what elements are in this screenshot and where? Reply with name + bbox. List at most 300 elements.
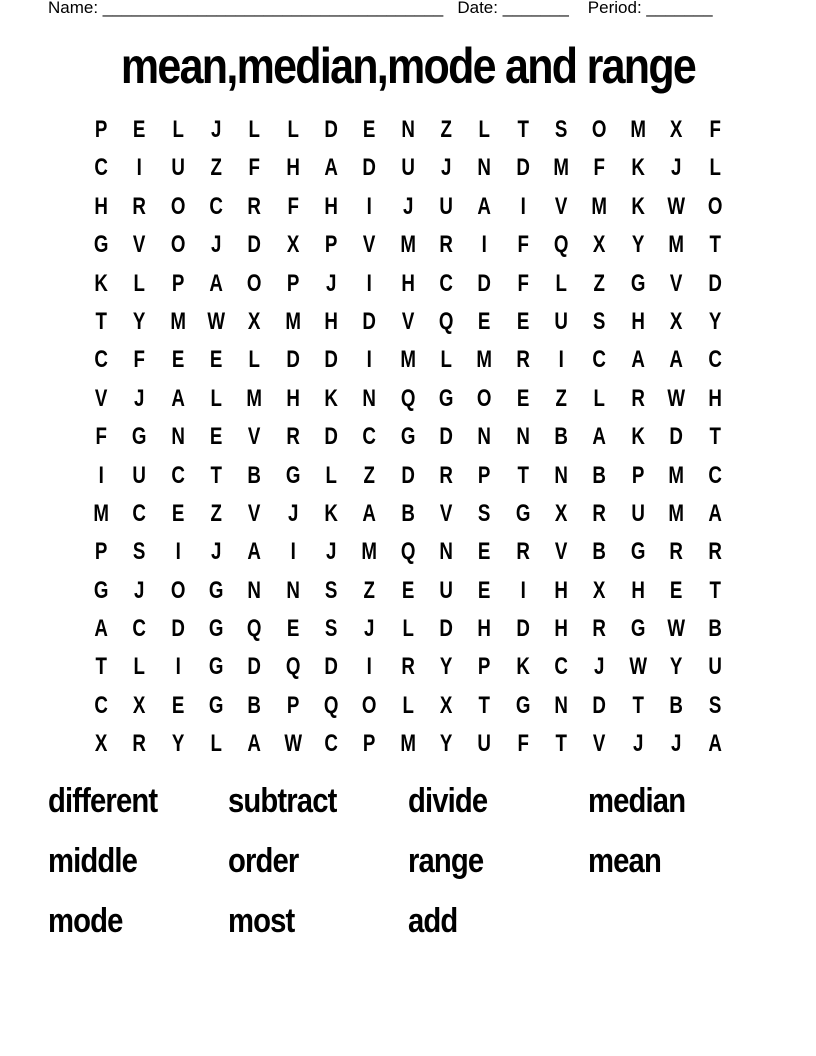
grid-letter: R: [631, 384, 645, 412]
grid-letter: W: [207, 307, 226, 335]
grid-letter: H: [554, 615, 569, 643]
grid-letter: M: [246, 384, 263, 412]
grid-letter: E: [171, 691, 185, 719]
grid-letter: W: [667, 192, 686, 220]
grid-letter: E: [478, 307, 491, 335]
date-field: Date: _______: [457, 0, 569, 17]
grid-letter: R: [247, 192, 262, 220]
grid-letter: N: [286, 576, 300, 604]
grid-letter: A: [247, 730, 262, 758]
word-bank-item: middle: [48, 842, 138, 880]
grid-letter: R: [516, 538, 530, 566]
grid-letter: C: [94, 154, 108, 182]
grid-letter: D: [477, 269, 492, 297]
grid-letter: A: [209, 269, 223, 297]
grid-letter: R: [592, 499, 607, 527]
grid-letter: M: [93, 499, 109, 527]
grid-row: [82, 725, 734, 763]
grid-letter: Y: [670, 653, 683, 681]
grid-letter: R: [286, 423, 300, 451]
grid-row: [82, 610, 734, 648]
grid-letter: T: [632, 691, 644, 719]
letter-grid: [82, 111, 734, 764]
grid-letter: J: [210, 538, 222, 566]
grid-letter: M: [476, 346, 493, 374]
grid-letter: R: [592, 615, 607, 643]
grid-letter: Z: [593, 269, 606, 297]
grid-row: [82, 380, 734, 418]
grid-letter: S: [478, 499, 491, 527]
grid-letter: F: [287, 192, 299, 220]
grid-letter: X: [670, 307, 683, 335]
grid-letter: J: [134, 384, 145, 412]
grid-letter: T: [708, 576, 721, 604]
grid-letter: H: [477, 615, 492, 643]
grid-letter: H: [286, 384, 300, 412]
grid-letter: A: [631, 346, 645, 374]
grid-letter: U: [439, 192, 454, 220]
grid-letter: H: [707, 384, 722, 412]
word-bank-item: mode: [48, 902, 123, 940]
grid-letter: K: [324, 384, 338, 412]
grid-letter: P: [324, 231, 338, 259]
grid-letter: E: [670, 576, 683, 604]
grid-row: [82, 341, 734, 379]
grid-letter: V: [363, 231, 376, 259]
grid-letter: V: [670, 269, 683, 297]
grid-letter: K: [631, 192, 645, 220]
grid-letter: D: [362, 154, 377, 182]
grid-letter: I: [558, 346, 564, 374]
grid-letter: X: [670, 116, 683, 143]
grid-letter: G: [93, 576, 109, 604]
grid-letter: V: [440, 499, 453, 527]
grid-letter: I: [520, 576, 526, 604]
grid-letter: P: [171, 269, 185, 297]
grid-letter: X: [248, 307, 261, 335]
grid-letter: S: [593, 307, 606, 335]
grid-letter: I: [520, 192, 526, 220]
grid-letter: M: [400, 231, 416, 259]
grid-letter: N: [516, 423, 530, 451]
grid-letter: G: [285, 461, 301, 489]
grid-letter: V: [555, 538, 568, 566]
grid-letter: D: [286, 346, 300, 374]
grid-letter: Y: [631, 231, 645, 259]
grid-letter: D: [247, 231, 262, 259]
grid-letter: P: [94, 538, 108, 566]
grid-letter: F: [517, 269, 529, 297]
word-bank-item: median: [588, 782, 686, 820]
grid-letter: U: [631, 499, 645, 527]
grid-letter: Y: [133, 307, 146, 335]
grid-letter: L: [325, 461, 337, 489]
name-field: Name: ____________________________________: [48, 0, 444, 17]
grid-letter: J: [671, 730, 682, 758]
grid-letter: D: [401, 461, 415, 489]
grid-letter: U: [477, 730, 492, 758]
grid-letter: L: [210, 730, 222, 758]
grid-letter: Z: [210, 499, 222, 527]
word-bank-item: subtract: [228, 782, 337, 820]
grid-letter: E: [286, 615, 300, 643]
grid-letter: D: [707, 269, 722, 297]
grid-letter: C: [439, 269, 454, 297]
grid-letter: Y: [440, 653, 453, 681]
grid-letter: M: [553, 154, 570, 182]
grid-letter: N: [554, 691, 569, 719]
grid-letter: V: [555, 192, 568, 220]
grid-letter: D: [324, 346, 338, 374]
grid-letter: A: [669, 346, 684, 374]
grid-letter: V: [593, 730, 606, 758]
grid-letter: H: [324, 307, 338, 335]
grid-letter: K: [516, 653, 530, 681]
grid-letter: M: [668, 461, 685, 489]
grid-letter: O: [247, 269, 262, 297]
grid-letter: R: [132, 730, 147, 758]
grid-letter: Y: [708, 307, 721, 335]
grid-letter: N: [477, 154, 492, 182]
grid-letter: R: [401, 653, 415, 681]
grid-letter: P: [363, 730, 376, 758]
grid-letter: E: [478, 538, 491, 566]
grid-letter: J: [326, 538, 337, 566]
grid-letter: G: [208, 691, 224, 719]
grid-letter: J: [210, 231, 222, 259]
grid-row: [82, 687, 734, 725]
grid-letter: C: [132, 615, 147, 643]
grid-letter: B: [554, 423, 569, 451]
grid-letter: G: [208, 653, 224, 681]
grid-letter: A: [477, 192, 492, 220]
grid-letter: G: [630, 615, 646, 643]
grid-letter: E: [478, 576, 491, 604]
grid-letter: T: [210, 461, 222, 489]
grid-letter: B: [401, 499, 415, 527]
grid-letter: T: [517, 116, 529, 143]
grid-letter: M: [630, 116, 646, 143]
grid-letter: C: [592, 346, 607, 374]
grid-letter: S: [133, 538, 146, 566]
grid-letter: D: [439, 423, 454, 451]
grid-letter: V: [248, 499, 261, 527]
grid-letter: G: [630, 269, 646, 297]
grid-letter: V: [401, 307, 415, 335]
grid-letter: U: [401, 154, 415, 182]
grid-letter: L: [402, 615, 414, 643]
grid-letter: Q: [438, 307, 454, 335]
grid-letter: S: [324, 576, 338, 604]
grid-letter: C: [94, 691, 108, 719]
grid-letter: U: [171, 154, 185, 182]
grid-letter: A: [171, 384, 185, 412]
grid-letter: C: [362, 423, 377, 451]
grid-letter: L: [287, 116, 299, 143]
word-bank-item: range: [408, 842, 484, 880]
grid-letter: L: [210, 384, 222, 412]
grid-letter: E: [363, 116, 376, 143]
grid-letter: C: [324, 730, 338, 758]
grid-letter: C: [94, 346, 108, 374]
grid-letter: I: [366, 653, 373, 681]
grid-letter: I: [482, 231, 488, 259]
grid-letter: J: [632, 730, 644, 758]
grid-letter: R: [516, 346, 530, 374]
word-bank-item: mean: [588, 842, 661, 880]
grid-letter: V: [94, 384, 108, 412]
grid-letter: X: [133, 691, 146, 719]
period-field: Period: _______: [587, 0, 713, 17]
grid-letter: Q: [285, 653, 301, 681]
grid-letter: Z: [555, 384, 568, 412]
grid-letter: D: [247, 653, 262, 681]
grid-letter: R: [439, 461, 454, 489]
grid-letter: O: [477, 384, 492, 412]
grid-letter: G: [515, 499, 531, 527]
grid-letter: N: [554, 461, 569, 489]
grid-row: [82, 188, 734, 226]
grid-letter: D: [669, 423, 684, 451]
grid-letter: Q: [400, 384, 416, 412]
grid-letter: X: [94, 730, 108, 758]
grid-letter: A: [707, 730, 722, 758]
word-bank-item: most: [228, 902, 295, 940]
grid-letter: L: [708, 154, 721, 182]
grid-letter: Q: [400, 538, 416, 566]
grid-letter: J: [364, 615, 375, 643]
grid-letter: R: [439, 231, 454, 259]
grid-letter: N: [171, 423, 185, 451]
grid-letter: V: [133, 231, 146, 259]
grid-letter: E: [133, 116, 146, 143]
grid-letter: P: [631, 461, 645, 489]
grid-letter: W: [667, 615, 686, 643]
grid-letter: D: [592, 691, 607, 719]
grid-letter: L: [593, 384, 606, 412]
grid-letter: M: [668, 231, 685, 259]
grid-letter: D: [439, 615, 454, 643]
word-bank-item: different: [48, 782, 158, 820]
grid-letter: S: [324, 615, 338, 643]
grid-letter: H: [286, 154, 300, 182]
grid-letter: I: [175, 538, 181, 566]
grid-letter: F: [248, 154, 261, 182]
grid-letter: E: [516, 307, 530, 335]
grid-row: [82, 265, 734, 303]
grid-letter: D: [516, 615, 530, 643]
grid-letter: D: [171, 615, 185, 643]
grid-letter: F: [593, 154, 606, 182]
grid-letter: M: [285, 307, 301, 335]
grid-letter: B: [247, 691, 262, 719]
grid-letter: G: [630, 538, 646, 566]
grid-letter: L: [172, 116, 184, 143]
grid-letter: O: [170, 231, 186, 259]
grid-letter: J: [671, 154, 682, 182]
word-bank-item: add: [408, 902, 458, 940]
grid-letter: I: [175, 653, 181, 681]
grid-letter: M: [591, 192, 608, 220]
grid-letter: C: [707, 346, 722, 374]
grid-letter: L: [440, 346, 452, 374]
grid-letter: L: [555, 269, 568, 297]
grid-letter: E: [171, 346, 185, 374]
grid-letter: B: [247, 461, 262, 489]
grid-letter: H: [631, 307, 645, 335]
grid-letter: Z: [363, 461, 376, 489]
grid-letter: R: [132, 192, 147, 220]
grid-letter: X: [440, 691, 453, 719]
grid-letter: O: [362, 691, 377, 719]
grid-letter: E: [209, 346, 223, 374]
grid-row: [82, 533, 734, 571]
grid-letter: T: [708, 231, 721, 259]
grid-letter: I: [366, 346, 373, 374]
grid-letter: J: [287, 499, 299, 527]
grid-letter: A: [592, 423, 607, 451]
grid-letter: A: [247, 538, 262, 566]
grid-letter: G: [208, 576, 224, 604]
grid-letter: L: [133, 653, 146, 681]
grid-letter: G: [400, 423, 416, 451]
grid-letter: O: [707, 192, 722, 220]
grid-letter: D: [516, 154, 530, 182]
grid-letter: H: [554, 576, 569, 604]
grid-letter: X: [593, 231, 606, 259]
grid-letter: I: [290, 538, 296, 566]
page-title: mean,median,mode and range: [120, 38, 696, 94]
grid-letter: D: [324, 116, 338, 143]
grid-letter: W: [284, 730, 302, 758]
grid-letter: R: [669, 538, 684, 566]
grid-letter: B: [669, 691, 684, 719]
header-fields: [48, 0, 713, 19]
grid-letter: N: [362, 384, 377, 412]
grid-letter: J: [402, 192, 414, 220]
grid-letter: F: [517, 231, 529, 259]
grid-letter: D: [324, 423, 338, 451]
grid-letter: U: [439, 576, 454, 604]
grid-letter: I: [366, 192, 373, 220]
grid-letter: N: [477, 423, 492, 451]
grid-row: [82, 495, 734, 533]
grid-letter: A: [362, 499, 377, 527]
grid-letter: H: [94, 192, 108, 220]
grid-letter: Z: [210, 154, 222, 182]
grid-letter: T: [95, 653, 107, 681]
grid-letter: D: [324, 653, 338, 681]
grid-letter: W: [629, 653, 647, 681]
grid-letter: I: [366, 269, 373, 297]
grid-letter: K: [94, 269, 108, 297]
grid-letter: Z: [363, 576, 376, 604]
grid-letter: A: [707, 499, 722, 527]
word-bank: [48, 780, 768, 960]
grid-letter: L: [248, 346, 261, 374]
grid-letter: X: [286, 231, 300, 259]
grid-letter: Q: [554, 231, 569, 259]
grid-letter: M: [668, 499, 685, 527]
grid-letter: V: [248, 423, 261, 451]
grid-letter: Q: [323, 691, 339, 719]
grid-letter: L: [478, 116, 491, 143]
grid-letter: O: [170, 576, 186, 604]
grid-letter: S: [555, 116, 568, 143]
grid-letter: B: [592, 538, 607, 566]
grid-letter: P: [478, 461, 491, 489]
grid-letter: T: [478, 691, 491, 719]
grid-letter: G: [515, 691, 531, 719]
grid-letter: P: [286, 269, 300, 297]
grid-letter: M: [400, 346, 416, 374]
grid-row: [82, 572, 734, 610]
grid-letter: K: [324, 499, 338, 527]
grid-letter: B: [592, 461, 607, 489]
grid-letter: U: [554, 307, 569, 335]
grid-letter: H: [324, 192, 338, 220]
grid-letter: I: [136, 154, 143, 182]
grid-letter: E: [171, 499, 185, 527]
grid-letter: O: [170, 192, 186, 220]
grid-letter: G: [438, 384, 454, 412]
grid-letter: J: [134, 576, 145, 604]
grid-letter: F: [517, 730, 529, 758]
grid-letter: L: [248, 116, 261, 143]
grid-letter: C: [171, 461, 185, 489]
grid-letter: C: [554, 653, 569, 681]
grid-letter: E: [401, 576, 415, 604]
grid-letter: Y: [440, 730, 453, 758]
grid-letter: P: [94, 116, 108, 143]
grid-letter: W: [667, 384, 686, 412]
grid-letter: F: [133, 346, 146, 374]
grid-letter: K: [631, 154, 645, 182]
grid-letter: B: [707, 615, 722, 643]
grid-letter: M: [361, 538, 378, 566]
grid-letter: T: [555, 730, 568, 758]
grid-letter: J: [326, 269, 337, 297]
grid-letter: E: [209, 423, 223, 451]
grid-letter: I: [98, 461, 104, 489]
grid-letter: N: [401, 116, 415, 143]
grid-letter: G: [132, 423, 147, 451]
grid-letter: Q: [247, 615, 262, 643]
grid-row: [82, 111, 734, 149]
grid-letter: P: [478, 653, 491, 681]
grid-letter: T: [517, 461, 529, 489]
grid-letter: U: [707, 653, 722, 681]
grid-letter: N: [439, 538, 454, 566]
grid-letter: R: [707, 538, 722, 566]
grid-letter: Z: [440, 116, 452, 143]
grid-letter: K: [631, 423, 645, 451]
grid-letter: L: [402, 691, 414, 719]
grid-letter: F: [708, 116, 721, 143]
grid-letter: A: [324, 154, 338, 182]
grid-letter: C: [707, 461, 722, 489]
grid-row: [82, 226, 734, 264]
grid-letter: P: [286, 691, 300, 719]
grid-letter: U: [132, 461, 147, 489]
grid-row: [82, 648, 734, 686]
grid-letter: T: [95, 307, 107, 335]
word-bank-item: order: [228, 842, 299, 880]
grid-letter: H: [401, 269, 415, 297]
grid-letter: X: [555, 499, 568, 527]
grid-letter: C: [132, 499, 147, 527]
grid-letter: G: [93, 231, 109, 259]
